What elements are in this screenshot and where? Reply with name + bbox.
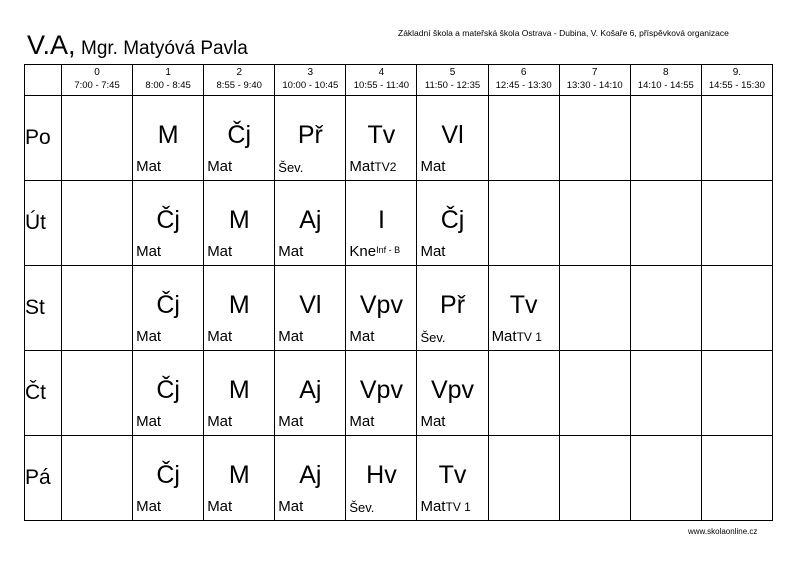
period-number: 9. (732, 67, 742, 78)
lesson-teacher-line (136, 499, 161, 514)
lesson-subject: Aj (299, 206, 322, 234)
lesson-subject: Př (440, 291, 466, 319)
lesson-teacher: Mat (278, 243, 304, 260)
lesson-teacher-line (136, 414, 161, 429)
empty-cell (62, 351, 133, 436)
period-header (204, 65, 275, 96)
lesson-subject: M (228, 461, 250, 489)
lesson-room: TV 1 (445, 500, 471, 514)
lesson-subject: M (228, 376, 250, 404)
lesson-teacher: Mat (420, 498, 446, 515)
period-time: 14:55 - 15:30 (708, 80, 765, 91)
day-row (25, 181, 773, 266)
lesson-cell (204, 96, 275, 181)
lesson-teacher: Mat (420, 243, 446, 260)
timetable (24, 64, 773, 521)
corner-cell (25, 65, 62, 96)
lesson-cell (488, 266, 559, 351)
period-header (346, 65, 417, 96)
empty-cell (630, 266, 701, 351)
lesson-teacher-line (420, 499, 470, 514)
page-title (27, 32, 248, 59)
lesson-teacher-line (207, 244, 232, 259)
lesson-cell (133, 181, 204, 266)
lesson-cell (275, 181, 346, 266)
empty-cell (630, 351, 701, 436)
lesson-cell (346, 436, 417, 521)
period-header (630, 65, 701, 96)
lesson-teacher-line (278, 499, 303, 514)
lesson-subject: M (228, 291, 250, 319)
period-header (488, 65, 559, 96)
empty-cell (701, 351, 772, 436)
lesson-teacher: Mat (349, 158, 375, 175)
period-header (417, 65, 488, 96)
period-number: 2 (236, 67, 243, 78)
period-header (62, 65, 133, 96)
lesson-teacher: Šev. (278, 160, 304, 175)
period-header (701, 65, 772, 96)
lesson-cell (417, 181, 488, 266)
lesson-teacher-line (207, 414, 232, 429)
lesson-teacher: Mat (491, 328, 517, 345)
lesson-cell (133, 351, 204, 436)
lesson-subject: Čj (156, 376, 180, 404)
lesson-teacher-line (349, 414, 374, 429)
lesson-cell (133, 266, 204, 351)
lesson-subject: I (377, 206, 385, 234)
lesson-subject: Vpv (359, 291, 403, 319)
lesson-teacher: Kne (349, 243, 377, 260)
lesson-teacher-line (278, 161, 303, 174)
period-header (559, 65, 630, 96)
empty-cell (559, 266, 630, 351)
lesson-teacher-line (278, 414, 303, 429)
lesson-teacher: Mat (278, 328, 304, 345)
lesson-room: TV2 (374, 160, 397, 174)
lesson-teacher: Mat (420, 413, 446, 430)
lesson-teacher: Mat (136, 158, 162, 175)
empty-cell (701, 96, 772, 181)
lesson-teacher-line (349, 244, 400, 259)
lesson-teacher-line (207, 159, 232, 174)
lesson-subject: Vpv (430, 376, 475, 404)
lesson-teacher-line (278, 329, 303, 344)
day-row (25, 436, 773, 521)
empty-cell (701, 436, 772, 521)
lesson-cell (204, 266, 275, 351)
lesson-teacher-line (349, 159, 396, 174)
lesson-teacher-line (420, 244, 445, 259)
lesson-teacher: Mat (136, 243, 162, 260)
lesson-cell (346, 96, 417, 181)
lesson-cell (417, 351, 488, 436)
lesson-teacher: Mat (420, 158, 446, 175)
empty-cell (701, 266, 772, 351)
lesson-cell (346, 351, 417, 436)
lesson-teacher: Mat (349, 413, 375, 430)
lesson-subject: Hv (366, 461, 397, 489)
empty-cell (62, 436, 133, 521)
period-number: 3 (307, 67, 314, 78)
lesson-teacher: Mat (136, 328, 162, 345)
period-time: 10:00 - 10:45 (282, 80, 339, 91)
lesson-cell (275, 266, 346, 351)
day-label: Čt (25, 351, 62, 436)
lesson-teacher-line (278, 244, 303, 259)
lesson-subject: Čj (156, 291, 180, 319)
period-time: 14:10 - 14:55 (637, 80, 694, 91)
lesson-cell (204, 351, 275, 436)
day-row (25, 266, 773, 351)
lesson-cell (275, 96, 346, 181)
lesson-cell (346, 266, 417, 351)
lesson-subject: Vpv (359, 376, 403, 404)
lesson-cell (275, 436, 346, 521)
lesson-cell (417, 266, 488, 351)
empty-cell (559, 436, 630, 521)
lesson-subject: M (157, 121, 179, 149)
empty-cell (62, 96, 133, 181)
lesson-teacher: Šev. (349, 500, 375, 515)
lesson-teacher: Mat (207, 498, 233, 515)
lesson-subject: M (228, 206, 250, 234)
lesson-teacher-line (420, 414, 445, 429)
lesson-teacher: Šev. (420, 330, 446, 345)
period-header (275, 65, 346, 96)
lesson-teacher-line (349, 501, 374, 514)
day-label: Pá (25, 436, 62, 521)
lesson-teacher-line (420, 331, 445, 344)
day-label: Út (25, 181, 62, 266)
lesson-cell (133, 436, 204, 521)
lesson-subject: Čj (156, 206, 180, 234)
empty-cell (488, 181, 559, 266)
empty-cell (488, 436, 559, 521)
empty-cell (488, 351, 559, 436)
lesson-teacher: Mat (207, 243, 233, 260)
period-header (133, 65, 204, 96)
lesson-subject: Tv (438, 461, 467, 489)
empty-cell (559, 96, 630, 181)
lesson-cell (133, 96, 204, 181)
lesson-teacher: Mat (207, 158, 233, 175)
lesson-teacher-line (207, 499, 232, 514)
lesson-subject: Čj (156, 461, 180, 489)
lesson-subject: Čj (440, 206, 465, 234)
empty-cell (62, 181, 133, 266)
period-time: 7:00 - 7:45 (74, 80, 120, 91)
lesson-teacher: Mat (207, 413, 233, 430)
lesson-teacher-line (136, 329, 161, 344)
day-row (25, 351, 773, 436)
lesson-subject: Tv (509, 291, 538, 319)
lesson-subject: Vl (299, 291, 322, 319)
empty-cell (701, 181, 772, 266)
lesson-subject: Aj (299, 461, 322, 489)
period-time: 10:55 - 11:40 (353, 80, 410, 91)
empty-cell (630, 96, 701, 181)
lesson-teacher-line (136, 159, 161, 174)
class-teacher: Mgr. Matyóvá Pavla (81, 38, 248, 59)
lesson-teacher-line (420, 159, 445, 174)
period-time: 13:30 - 14:10 (566, 80, 623, 91)
lesson-teacher-line (349, 329, 374, 344)
period-time: 11:50 - 12:35 (424, 80, 481, 91)
empty-cell (488, 96, 559, 181)
lesson-teacher: Mat (136, 413, 162, 430)
lesson-cell (204, 181, 275, 266)
lesson-room: TV 1 (516, 330, 542, 344)
lesson-teacher-line (207, 329, 232, 344)
day-label: St (25, 266, 62, 351)
period-number: 0 (94, 67, 100, 78)
lesson-subject: Př (297, 121, 323, 149)
period-time: 12:45 - 13:30 (495, 80, 552, 91)
lesson-teacher-line (492, 329, 542, 344)
period-number: 8 (663, 67, 669, 78)
lesson-teacher: Mat (136, 498, 162, 515)
period-number: 7 (591, 67, 598, 78)
class-name: V.A, (27, 30, 76, 60)
school-name: Základní škola a mateřská škola Ostrava - Dubina, V. Košaře 6, příspěvková organizace (398, 28, 729, 38)
period-number: 6 (520, 67, 527, 78)
lesson-subject: Tv (367, 121, 396, 149)
lesson-subject: Čj (227, 121, 252, 149)
lesson-teacher: Mat (278, 498, 304, 515)
lesson-subject: Vl (441, 121, 464, 149)
lesson-teacher: Mat (278, 413, 304, 430)
empty-cell (559, 181, 630, 266)
lesson-cell (204, 436, 275, 521)
day-label: Po (25, 96, 62, 181)
lesson-cell (417, 96, 488, 181)
empty-cell (559, 351, 630, 436)
lesson-room: Inf - B (376, 245, 401, 255)
lesson-cell (346, 181, 417, 266)
lesson-teacher-line (136, 244, 161, 259)
period-number: 1 (165, 67, 171, 78)
lesson-teacher: Mat (349, 328, 375, 345)
footer-link[interactable]: www.skolaonline.cz (688, 527, 758, 536)
period-time: 8:00 - 8:45 (145, 80, 191, 91)
lesson-subject: Aj (299, 376, 322, 404)
period-number: 5 (449, 67, 456, 78)
empty-cell (62, 266, 133, 351)
lesson-teacher: Mat (207, 328, 233, 345)
day-row (25, 96, 773, 181)
lesson-cell (417, 436, 488, 521)
period-number: 4 (378, 67, 385, 78)
empty-cell (630, 181, 701, 266)
period-time: 8:55 - 9:40 (216, 80, 262, 91)
period-header-row (25, 65, 773, 96)
lesson-cell (275, 351, 346, 436)
empty-cell (630, 436, 701, 521)
